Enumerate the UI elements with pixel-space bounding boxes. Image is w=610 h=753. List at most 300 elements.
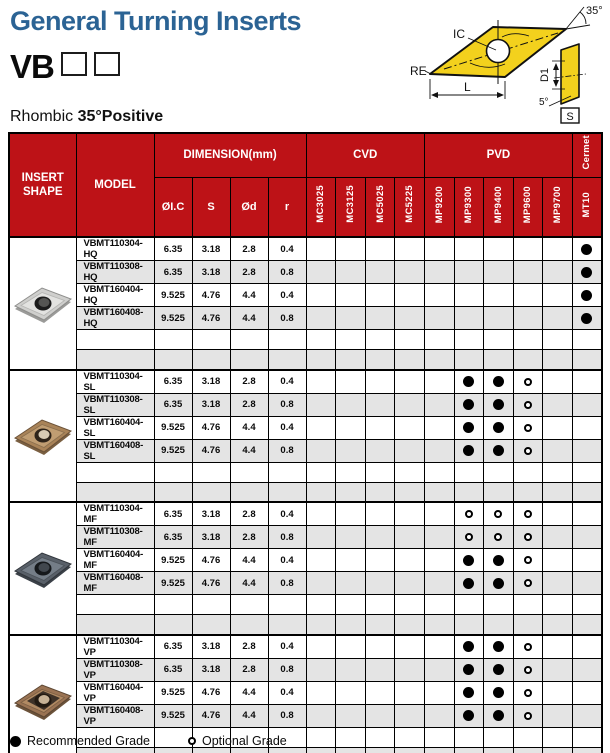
model-cell: VBMT110308-MF — [76, 526, 154, 549]
grade-cell-empty — [365, 261, 395, 284]
grade-cell-empty — [365, 462, 395, 482]
label-re: RE — [410, 64, 427, 78]
recommended-grade-icon — [581, 244, 592, 255]
grade-cell-empty — [395, 482, 425, 502]
grade-cell-empty — [306, 526, 336, 549]
dimension-cell-ic: 9.525 — [154, 439, 192, 462]
table-row — [9, 482, 602, 502]
grade-dot-recommended — [572, 237, 602, 261]
dimension-cell-r: 0.4 — [268, 284, 306, 307]
table-body — [9, 237, 602, 753]
model-cell: VBMT110304-SL — [76, 370, 154, 394]
grade-cell-empty — [424, 350, 454, 370]
grade-dot-optional — [513, 370, 543, 394]
recommended-grade-icon — [463, 578, 474, 589]
grade-cell-empty — [365, 284, 395, 307]
dimension-cell-d: 2.8 — [230, 526, 268, 549]
dimension-cell-d: 2.8 — [230, 370, 268, 394]
grade-cell-empty — [306, 307, 336, 330]
grade-cell-empty — [336, 681, 366, 704]
table-row — [9, 704, 602, 727]
dimension-cell-r: 0.4 — [268, 549, 306, 572]
grade-cell-empty — [572, 704, 602, 727]
header-grade-mc3025: MC3025 — [306, 177, 336, 237]
grade-cell-empty — [572, 350, 602, 370]
grade-cell-empty — [543, 350, 573, 370]
grade-cell-empty — [395, 595, 425, 615]
grade-cell-empty — [365, 658, 395, 681]
grade-cell-empty — [365, 393, 395, 416]
grade-cell-empty — [424, 370, 454, 394]
grade-cell-empty — [336, 482, 366, 502]
insert-photo-dark — [9, 502, 76, 635]
optional-grade-icon — [524, 556, 532, 564]
table-row — [9, 502, 602, 526]
grade-cell-empty — [424, 526, 454, 549]
optional-grade-icon — [524, 378, 532, 386]
optional-grade-icon — [524, 447, 532, 455]
header-grade-mp9400: MP9400 — [484, 177, 514, 237]
dimension-cell-s: 3.18 — [192, 526, 230, 549]
grade-cell-empty — [306, 482, 336, 502]
grade-cell-empty — [572, 615, 602, 635]
table-row — [9, 393, 602, 416]
recommended-grade-icon — [463, 687, 474, 698]
dimension-cell-d — [230, 482, 268, 502]
grade-cell-empty — [365, 549, 395, 572]
insert-photo-bronze — [9, 370, 76, 503]
label-d1: D1 — [539, 67, 551, 83]
dimension-cell-ic: 9.525 — [154, 307, 192, 330]
grade-cell-empty — [543, 572, 573, 595]
grade-cell-empty — [543, 727, 573, 747]
label-clearance-angle: 5° — [539, 97, 549, 108]
grade-cell-empty — [365, 439, 395, 462]
grade-dot-recommended — [484, 439, 514, 462]
model-cell: VBMT110304-HQ — [76, 237, 154, 261]
grade-cell-empty — [572, 572, 602, 595]
designation — [10, 50, 120, 83]
grade-cell-empty — [306, 727, 336, 747]
dimension-cell-d: 2.8 — [230, 237, 268, 261]
grade-cell-empty — [306, 350, 336, 370]
model-cell: VBMT110308-VP — [76, 658, 154, 681]
dimension-cell-ic: 6.35 — [154, 635, 192, 659]
grade-cell-empty — [543, 615, 573, 635]
header-grade-mc5025: MC5025 — [365, 177, 395, 237]
dimension-cell-r — [268, 615, 306, 635]
recommended-grade-icon — [493, 578, 504, 589]
grade-cell-empty — [395, 439, 425, 462]
grade-cell-empty — [572, 462, 602, 482]
grade-cell-empty — [543, 747, 573, 753]
grade-dot-optional — [513, 681, 543, 704]
recommended-grade-icon — [493, 687, 504, 698]
grade-cell-empty — [543, 704, 573, 727]
dimension-cell-d: 2.8 — [230, 635, 268, 659]
grade-cell-empty — [365, 747, 395, 753]
grade-cell-empty — [454, 350, 484, 370]
header-cermet: Cermet — [572, 133, 602, 177]
grade-cell-empty — [543, 635, 573, 659]
recommended-grade-icon — [581, 267, 592, 278]
grade-dot-optional — [513, 416, 543, 439]
dimension-cell-s: 3.18 — [192, 370, 230, 394]
label-ic: IC — [453, 27, 465, 41]
recommended-grade-icon — [493, 710, 504, 721]
grade-cell-empty — [543, 370, 573, 394]
grade-cell-empty — [543, 261, 573, 284]
grade-cell-empty — [424, 727, 454, 747]
grade-cell-empty — [306, 261, 336, 284]
grade-cell-empty — [572, 635, 602, 659]
optional-grade-icon — [188, 737, 196, 745]
recommended-grade-icon — [463, 710, 474, 721]
grade-cell-empty — [365, 727, 395, 747]
grade-cell-empty — [484, 615, 514, 635]
grade-dot-optional — [513, 526, 543, 549]
grade-dot-recommended — [572, 284, 602, 307]
grade-cell-empty — [336, 615, 366, 635]
label-thickness: S — [566, 111, 574, 123]
grade-cell-empty — [336, 439, 366, 462]
grade-cell-empty — [484, 462, 514, 482]
dimension-cell-s: 4.76 — [192, 439, 230, 462]
grade-cell-empty — [395, 370, 425, 394]
model-cell — [76, 615, 154, 635]
dimension-cell-r: 0.8 — [268, 307, 306, 330]
dimension-cell-d: 2.8 — [230, 393, 268, 416]
grade-cell-empty — [572, 747, 602, 753]
insert-technical-drawing-icon — [408, 0, 608, 130]
grade-cell-empty — [395, 393, 425, 416]
header-dimension: DIMENSION(mm) — [154, 133, 306, 177]
dimension-cell-s: 4.76 — [192, 572, 230, 595]
grade-cell-empty — [484, 350, 514, 370]
grade-cell-empty — [306, 462, 336, 482]
recommended-grade-icon — [463, 555, 474, 566]
dimension-cell-ic — [154, 482, 192, 502]
dimension-cell-d: 4.4 — [230, 439, 268, 462]
grade-dot-recommended — [484, 370, 514, 394]
grade-dot-recommended — [484, 393, 514, 416]
dimension-cell-d: 4.4 — [230, 307, 268, 330]
grade-dot-optional — [484, 502, 514, 526]
recommended-grade-icon — [463, 664, 474, 675]
grade-cell-empty — [513, 747, 543, 753]
model-cell: VBMT110304-VP — [76, 635, 154, 659]
grade-cell-empty — [424, 261, 454, 284]
grade-cell-empty — [484, 237, 514, 261]
model-cell: VBMT110304-MF — [76, 502, 154, 526]
optional-grade-icon — [494, 510, 502, 518]
grade-cell-empty — [572, 549, 602, 572]
dimension-cell-ic — [154, 615, 192, 635]
table-row — [9, 330, 602, 350]
grade-cell-empty — [454, 615, 484, 635]
dimension-cell-ic: 6.35 — [154, 658, 192, 681]
table-row — [9, 681, 602, 704]
dimension-cell-d — [230, 595, 268, 615]
recommended-grade-icon — [463, 399, 474, 410]
grade-cell-empty — [454, 727, 484, 747]
dimension-cell-r: 0.8 — [268, 704, 306, 727]
legend-recommended — [10, 734, 150, 748]
grade-cell-empty — [424, 393, 454, 416]
model-cell: VBMT160408-SL — [76, 439, 154, 462]
grade-cell-empty — [365, 615, 395, 635]
insert-photo-silver — [9, 237, 76, 370]
dimension-cell-s: 3.18 — [192, 237, 230, 261]
dimension-cell-s: 4.76 — [192, 704, 230, 727]
grade-cell-empty — [365, 681, 395, 704]
table-row — [9, 284, 602, 307]
grade-cell-empty — [424, 747, 454, 753]
grade-cell-empty — [454, 482, 484, 502]
grade-cell-empty — [543, 482, 573, 502]
dimension-cell-r: 0.4 — [268, 416, 306, 439]
dimension-cell-ic: 9.525 — [154, 704, 192, 727]
grade-cell-empty — [336, 658, 366, 681]
grade-cell-empty — [336, 261, 366, 284]
grade-cell-empty — [454, 261, 484, 284]
recommended-grade-icon — [493, 664, 504, 675]
header-grade-mt10: MT10 — [572, 177, 602, 237]
grade-cell-empty — [424, 330, 454, 350]
grade-dot-optional — [513, 635, 543, 659]
grade-cell-empty — [395, 416, 425, 439]
grade-cell-empty — [336, 635, 366, 659]
grade-cell-empty — [365, 307, 395, 330]
grade-cell-empty — [365, 595, 395, 615]
grade-cell-empty — [336, 462, 366, 482]
recommended-grade-icon — [493, 641, 504, 652]
dimension-cell-r — [268, 595, 306, 615]
grade-cell-empty — [543, 595, 573, 615]
grade-cell-empty — [484, 747, 514, 753]
model-cell: VBMT110308-HQ — [76, 261, 154, 284]
dimension-cell-s: 4.76 — [192, 307, 230, 330]
grade-dot-optional — [484, 526, 514, 549]
grade-dot-optional — [454, 502, 484, 526]
dimension-cell-s — [192, 615, 230, 635]
grade-cell-empty — [513, 284, 543, 307]
table-row — [9, 462, 602, 482]
grade-cell-empty — [454, 595, 484, 615]
dimension-cell-r — [268, 462, 306, 482]
grade-cell-empty — [306, 595, 336, 615]
grade-dot-recommended — [484, 572, 514, 595]
header-grade-mp9700: MP9700 — [543, 177, 573, 237]
grade-cell-empty — [454, 307, 484, 330]
model-cell — [76, 350, 154, 370]
grade-cell-empty — [395, 502, 425, 526]
grade-cell-empty — [336, 549, 366, 572]
optional-grade-icon — [524, 712, 532, 720]
recommended-grade-icon — [493, 376, 504, 387]
grade-cell-empty — [454, 237, 484, 261]
grade-dot-recommended — [484, 704, 514, 727]
grade-cell-empty — [572, 370, 602, 394]
grade-cell-empty — [572, 393, 602, 416]
legend-optional-label: Optional Grade — [201, 734, 287, 748]
grade-cell-empty — [513, 462, 543, 482]
grade-cell-empty — [306, 502, 336, 526]
grade-dot-optional — [513, 502, 543, 526]
grade-cell-empty — [424, 439, 454, 462]
grade-cell-empty — [395, 747, 425, 753]
grade-cell-empty — [484, 482, 514, 502]
dimension-cell-r: 0.8 — [268, 393, 306, 416]
grade-cell-empty — [365, 370, 395, 394]
header-grade-mp9600: MP9600 — [513, 177, 543, 237]
dimension-cell-r: 0.4 — [268, 681, 306, 704]
dimension-cell-d — [230, 615, 268, 635]
grade-cell-empty — [543, 330, 573, 350]
grade-cell-empty — [365, 635, 395, 659]
grade-cell-empty — [336, 330, 366, 350]
dimension-cell-s — [192, 330, 230, 350]
dimension-cell-d — [230, 330, 268, 350]
grade-cell-empty — [424, 502, 454, 526]
dimension-cell-r: 0.4 — [268, 370, 306, 394]
dimension-cell-r: 0.4 — [268, 502, 306, 526]
grade-cell-empty — [424, 549, 454, 572]
grade-cell-empty — [543, 393, 573, 416]
header-dim-ic: ØI.C — [154, 177, 192, 237]
dimension-cell-ic: 9.525 — [154, 284, 192, 307]
grade-cell-empty — [484, 595, 514, 615]
header-grade-mp9200: MP9200 — [424, 177, 454, 237]
grade-cell-empty — [336, 350, 366, 370]
recommended-grade-icon — [493, 422, 504, 433]
grade-cell-empty — [543, 284, 573, 307]
header-grade-mc5225: MC5225 — [395, 177, 425, 237]
grade-dot-recommended — [454, 572, 484, 595]
dimension-cell-ic — [154, 595, 192, 615]
grade-cell-empty — [454, 747, 484, 753]
grade-cell-empty — [306, 549, 336, 572]
grade-cell-empty — [395, 681, 425, 704]
grade-cell-empty — [336, 237, 366, 261]
dimension-cell-r — [268, 482, 306, 502]
header-insert-shape: INSERT SHAPE — [9, 133, 76, 237]
grade-cell-empty — [572, 482, 602, 502]
optional-grade-icon — [524, 666, 532, 674]
model-cell: VBMT160404-VP — [76, 681, 154, 704]
grade-cell-empty — [572, 502, 602, 526]
dimension-cell-s: 4.76 — [192, 549, 230, 572]
grade-dot-recommended — [454, 416, 484, 439]
grade-dot-recommended — [454, 635, 484, 659]
table-row — [9, 526, 602, 549]
grade-cell-empty — [572, 658, 602, 681]
grade-cell-empty — [543, 439, 573, 462]
grade-cell-empty — [424, 704, 454, 727]
grade-cell-empty — [572, 439, 602, 462]
page-title: General Turning Inserts — [10, 6, 302, 36]
dimension-cell-ic: 6.35 — [154, 237, 192, 261]
grade-cell-empty — [365, 416, 395, 439]
model-cell: VBMT160404-SL — [76, 416, 154, 439]
grade-cell-empty — [336, 595, 366, 615]
grade-cell-empty — [424, 237, 454, 261]
optional-grade-icon — [465, 510, 473, 518]
grade-cell-empty — [365, 482, 395, 502]
grade-cell-empty — [572, 526, 602, 549]
dimension-cell-s: 3.18 — [192, 658, 230, 681]
recommended-grade-icon — [493, 555, 504, 566]
grade-cell-empty — [395, 635, 425, 659]
dimension-cell-r: 0.8 — [268, 658, 306, 681]
legend-recommended-label: Recommended Grade — [27, 734, 150, 748]
dimension-cell-ic: 9.525 — [154, 549, 192, 572]
optional-grade-icon — [524, 643, 532, 651]
dimension-cell-r: 0.8 — [268, 572, 306, 595]
grade-cell-empty — [454, 330, 484, 350]
grade-dot-recommended — [484, 549, 514, 572]
dimension-cell-ic — [154, 350, 192, 370]
recommended-grade-icon — [493, 399, 504, 410]
grade-cell-empty — [424, 595, 454, 615]
dimension-cell-s: 3.18 — [192, 393, 230, 416]
grade-cell-empty — [572, 330, 602, 350]
dimension-cell-ic: 9.525 — [154, 681, 192, 704]
grade-cell-empty — [543, 549, 573, 572]
header-dim-s: S — [192, 177, 230, 237]
dimension-cell-d: 2.8 — [230, 502, 268, 526]
grade-dot-recommended — [454, 370, 484, 394]
dimension-cell-r: 0.8 — [268, 439, 306, 462]
model-cell — [76, 330, 154, 350]
dimension-cell-r: 0.8 — [268, 261, 306, 284]
dimension-cell-d: 4.4 — [230, 549, 268, 572]
table-row — [9, 370, 602, 394]
dimension-cell-d: 4.4 — [230, 704, 268, 727]
grade-dot-optional — [513, 393, 543, 416]
dimension-cell-s — [192, 350, 230, 370]
grade-cell-empty — [336, 393, 366, 416]
grade-cell-empty — [306, 572, 336, 595]
optional-grade-icon — [524, 533, 532, 541]
optional-grade-icon — [524, 424, 532, 432]
dimension-cell-s — [192, 595, 230, 615]
grade-dot-optional — [513, 572, 543, 595]
table-row — [9, 595, 602, 615]
table-row — [9, 261, 602, 284]
grade-cell-empty — [306, 658, 336, 681]
grade-cell-empty — [365, 572, 395, 595]
grade-dot-optional — [513, 439, 543, 462]
optional-grade-icon — [524, 510, 532, 518]
optional-grade-icon — [524, 689, 532, 697]
grade-cell-empty — [424, 307, 454, 330]
dimension-cell-ic: 9.525 — [154, 416, 192, 439]
subtitle-shape: Rhombic — [10, 108, 78, 125]
dimension-cell-r: 0.8 — [268, 526, 306, 549]
grade-cell-empty — [336, 526, 366, 549]
grade-cell-empty — [572, 595, 602, 615]
grade-cell-empty — [424, 615, 454, 635]
dimension-cell-s: 4.76 — [192, 681, 230, 704]
dimension-cell-r: 0.4 — [268, 237, 306, 261]
grade-cell-empty — [395, 462, 425, 482]
grade-cell-empty — [395, 658, 425, 681]
grade-cell-empty — [306, 704, 336, 727]
grade-cell-empty — [513, 307, 543, 330]
grade-cell-empty — [365, 237, 395, 261]
header-grade-mc3125: MC3125 — [336, 177, 366, 237]
